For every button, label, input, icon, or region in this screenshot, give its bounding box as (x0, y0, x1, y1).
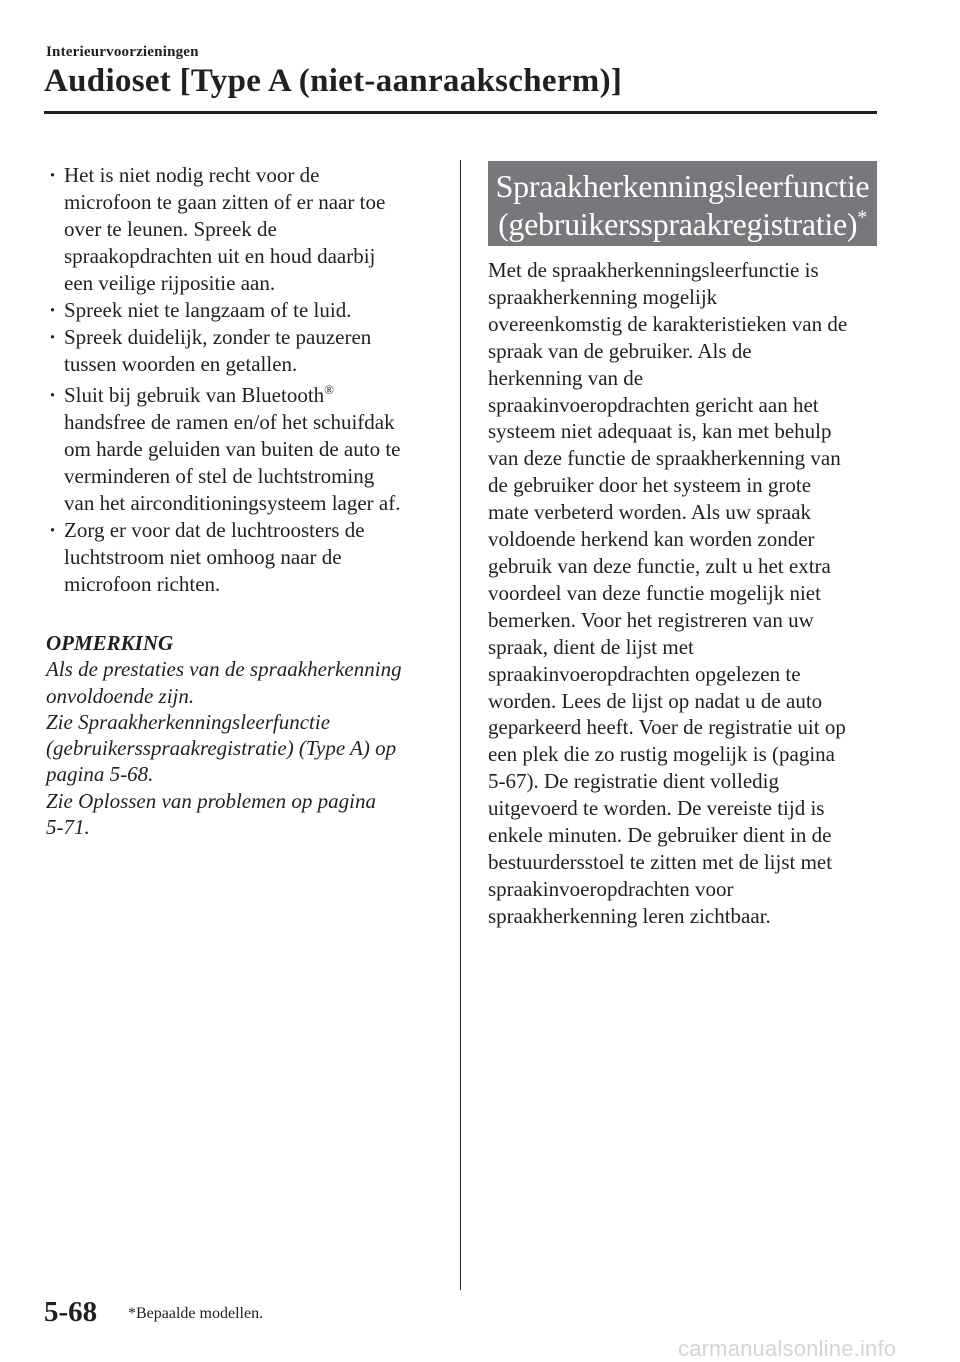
note-line: Zie Oplossen van problemen op pagina (46, 788, 376, 813)
bullet-line: tussen woorden en getallen. (64, 352, 298, 376)
bullet-item (46, 324, 441, 378)
paragraph-line: spraak van de gebruiker. Als de (488, 338, 752, 363)
bullet-item (46, 297, 441, 324)
bullet-dot: · (49, 325, 57, 349)
left-column (46, 162, 441, 840)
right-column (488, 257, 883, 930)
bullet-line: Sluit bij gebruik van Bluetooth (64, 383, 325, 407)
bullet-line: microfoon te gaan zitten of er naar toe (64, 190, 386, 214)
bullet-line: Het is niet nodig recht voor de (64, 163, 320, 187)
page-number: 5-68 (44, 1296, 98, 1328)
paragraph-line: spraakherkenning mogelijk (488, 284, 718, 309)
bullet-dot: · (49, 163, 57, 187)
bullet-dot: · (49, 298, 57, 322)
section-heading-box (488, 161, 877, 246)
note-line: Zie Spraakherkenningsleerfunctie (46, 709, 331, 734)
paragraph-line: gebruik van deze functie, zult u het extra (488, 553, 831, 578)
paragraph-line: systeem niet adequaat is, kan met behulp (488, 419, 832, 444)
paragraph-line: spraakinvoeropdrachten opgelezen te (488, 661, 801, 686)
title-rule (44, 111, 877, 114)
paragraph-line: van deze functie de spraakherkenning van (488, 446, 841, 471)
paragraph-line: voordeel van deze functie mogelijk niet (488, 580, 821, 605)
bullet-line: Spreek niet te langzaam of te luid. (64, 298, 352, 322)
watermark: carmanualsonline.info (678, 1336, 897, 1361)
bullet-item (46, 382, 441, 517)
bullet-line: luchtstroom niet omhoog naar de (64, 545, 342, 569)
note-line: 5-71. (46, 815, 90, 840)
paragraph-line: een plek die zo rustig mogelijk is (pagina (488, 742, 835, 767)
note-line: pagina 5-68. (46, 762, 154, 787)
bullet-line: microfoon richten. (64, 572, 221, 596)
bullet-line: Zorg er voor dat de luchtroosters de (64, 518, 365, 542)
note-heading: OPMERKING (46, 631, 174, 655)
column-divider (460, 160, 461, 1290)
paragraph-line: bestuurdersstoel te zitten met de lijst met (488, 849, 833, 874)
bullet-line: over te leunen. Spreek de (64, 217, 277, 241)
note-line: (gebruikersspraakregistratie) (Type A) op (46, 736, 397, 761)
paragraph-line: spraakinvoeropdrachten voor (488, 876, 734, 901)
note-block (46, 630, 441, 840)
section-heading-text: (gebruikersspraakregistratie) (498, 206, 858, 242)
paragraph-line: overeenkomstig de karakteristieken van de (488, 311, 848, 336)
bullet-line: verminderen of stel de luchtstroming (64, 464, 375, 488)
paragraph-line: de gebruiker door het systeem in grote (488, 473, 812, 498)
bullet-list (46, 162, 441, 598)
section-heading-line1: Spraakherkenningsleerfunctie (495, 168, 870, 204)
bullet-line: een veilige rijpositie aan. (64, 271, 276, 295)
bullet-line: om harde geluiden van buiten de auto te (64, 437, 401, 461)
paragraph-line: enkele minuten. De gebruiker dient in de (488, 823, 832, 848)
note-line: Als de prestaties van de spraakherkenning (46, 657, 402, 682)
note-line: onvoldoende zijn. (46, 683, 195, 708)
bullet-dot: · (49, 383, 57, 407)
paragraph-line: 5-67). De registratie dient volledig (488, 769, 779, 794)
paragraph-line: geparkeerd heeft. Voer de registratie uit op (488, 715, 846, 740)
paragraph-line: bemerken. Voor het registreren van uw (488, 607, 814, 632)
bullet-item (46, 517, 441, 598)
bullet-line: handsfree de ramen en/of het schuifdak (64, 410, 395, 434)
bullet-line: Spreek duidelijk, zonder te pauzeren (64, 325, 372, 349)
bullet-item (46, 162, 441, 297)
paragraph-line: worden. Lees de lijst op nadat u de auto (488, 688, 823, 713)
page-title: Audioset [Type A (niet-aanraakscherm)] (44, 63, 623, 99)
paragraph-line: mate verbeterd worden. Als uw spraak (488, 500, 812, 525)
registered-mark: ® (324, 382, 335, 397)
paragraph-line: spraakinvoeropdrachten gericht aan het (488, 392, 819, 417)
paragraph-line: spraakherkenning leren zichtbaar. (488, 903, 771, 928)
footnote: *Bepaalde modellen. (128, 1305, 264, 1322)
section-label: Interieurvoorzieningen (46, 44, 199, 60)
bullet-line: van het airconditioningsysteem lager af. (64, 491, 401, 515)
section-heading-line2 (488, 205, 877, 243)
paragraph-line: uitgevoerd te worden. De vereiste tijd is (488, 796, 825, 821)
paragraph-line: Met de spraakherkenningsleerfunctie is (488, 258, 819, 282)
asterisk-marker: * (857, 206, 867, 229)
paragraph-line: herkenning van de (488, 365, 644, 390)
bullet-dot: · (49, 518, 57, 542)
bullet-line: spraakopdrachten uit en houd daarbij (64, 244, 376, 268)
paragraph-line: spraak, dient de lijst met (488, 634, 694, 659)
paragraph-line: voldoende herkend kan worden zonder (488, 527, 815, 552)
